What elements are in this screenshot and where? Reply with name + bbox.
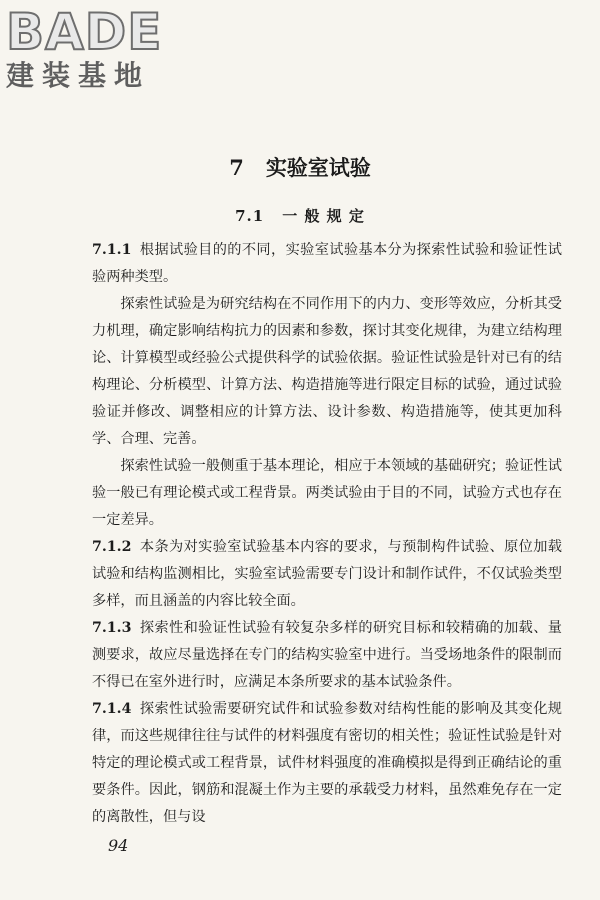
clause-7-1-3 [92, 615, 562, 696]
chapter-title [0, 152, 600, 182]
logo-subtitle: 建装基地 [6, 59, 151, 92]
section-title-text: 一 般 规 定 [282, 207, 365, 225]
paragraph: 探索性试验是为研究结构在不同作用下的内力、变形等效应，分析其受力机理，确定影响结构抗力的因素和参数，探讨其变化规律，为建立结构理论、计算模型或经验公式提供科学的试验依据。验证性试验是针对已有的结构理论、分析模型、计算方法、构造措施等进行限定目标的试验，通过试验验证并修改、调整相应的计算方法、设计参数、构造措施等，使其更加科学、合理、完善。 [92, 296, 562, 447]
clause-number: 7.1.4 [92, 701, 132, 717]
clause-7-1-2 [92, 534, 562, 615]
clause-number: 7.1.1 [92, 242, 132, 258]
clause-text: 探索性试验需要研究试件和试验参数对结构性能的影响及其变化规律，而这些规律往往与试件的材料强度有密切的相关性；验证性试验是针对特定的理论模式或工程背景，试件材料强度的准确模拟是得到正确结论的重要条件。因此，钢筋和混凝土作为主要的承载受力材料，虽然难免存在一定的离散性，但与设 [92, 701, 562, 825]
clause-text: 本条为对实验室试验基本内容的要求，与预制构件试验、原位加载试验和结构监测相比，实验室试验需要专门设计和制作试件，不仅试验类型多样，而且涵盖的内容比较全面。 [92, 539, 562, 609]
chapter-title-text: 实验室试验 [265, 155, 371, 180]
logo-wordmark: BADE [6, 3, 163, 61]
bade-logo [6, 3, 176, 92]
section-number: 7.1 [235, 207, 265, 225]
paragraph: 探索性试验一般侧重于基本理论，相应于本领域的基础研究；验证性试验一般已有理论模式或工程背景。两类试验由于目的不同，试验方式也存在一定差异。 [92, 458, 562, 528]
clause-text: 探索性和验证性试验有较复杂多样的研究目标和较精确的加载、量测要求，故应尽量选择在专门的结构实验室中进行。当受场地条件的限制而不得已在室外进行时，应满足本条所要求的基本试验条件。 [92, 620, 562, 690]
clause-number: 7.1.2 [92, 539, 132, 555]
clause-7-1-1 [92, 237, 562, 291]
chapter-number: 7 [229, 155, 244, 180]
document-body [92, 237, 562, 831]
clause-7-1-4 [92, 696, 562, 831]
clause-number: 7.1.3 [92, 620, 132, 636]
section-title [0, 205, 600, 226]
page-number: 94 [108, 836, 129, 855]
clause-text: 根据试验目的的不同，实验室试验基本分为探索性试验和验证性试验两种类型。 [92, 242, 562, 285]
